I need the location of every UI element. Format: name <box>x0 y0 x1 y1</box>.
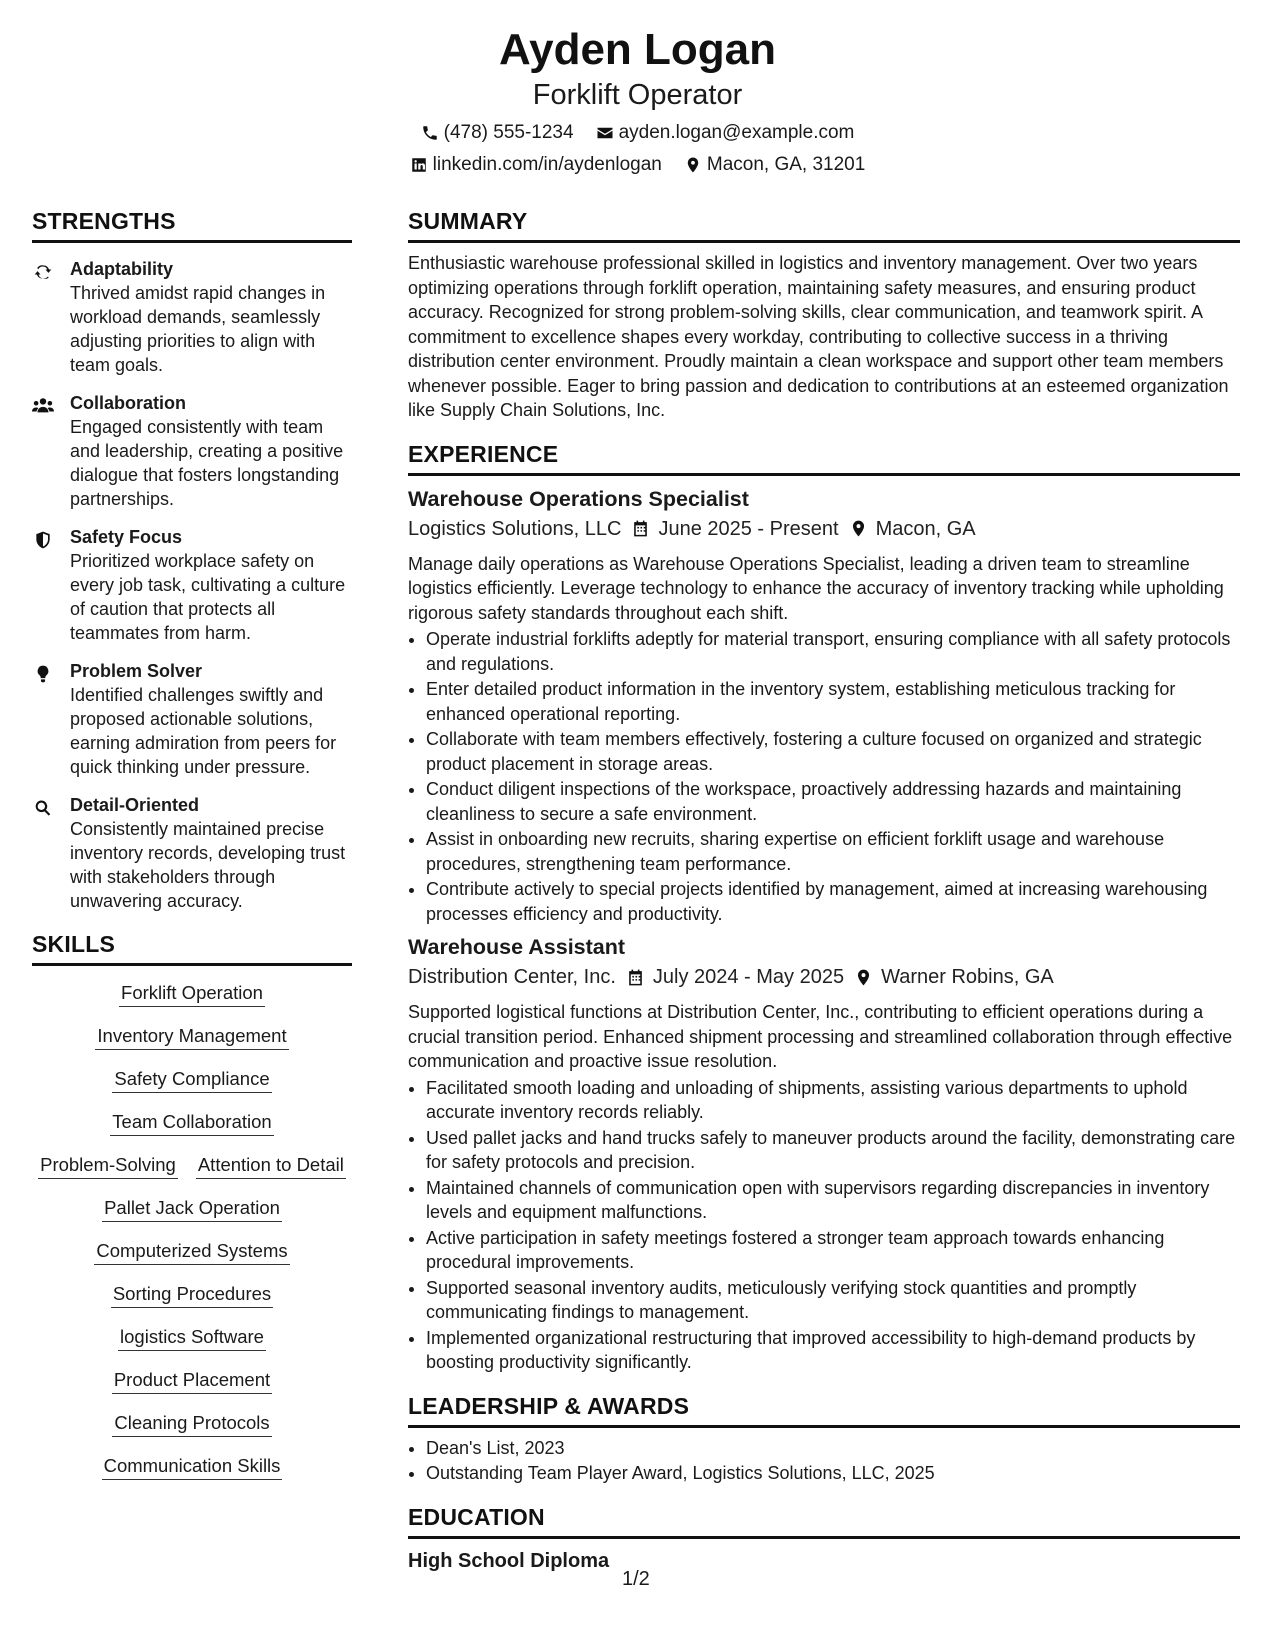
job-dates-wrap <box>626 962 844 992</box>
calendar-icon <box>626 968 645 987</box>
list-item: • Facilitated smooth loading and unloading of shipments, assisting various departments to uphold accurate inventory records reliably. <box>426 1076 1240 1125</box>
strength-description: Engaged consistently with team and leadership, creating a positive dialogue that fosters longstanding partnerships. <box>70 417 344 509</box>
page-number: 1/2 <box>622 1568 650 1590</box>
strengths-heading: STRENGTHS <box>32 204 352 243</box>
job-company: Distribution Center, Inc. <box>408 966 616 988</box>
list-item: • Enter detailed product information in the inventory system, establishing meticulous tracking for enhanced operational reporting. <box>426 677 1240 726</box>
linkedin-icon <box>410 156 428 174</box>
job-description: Manage daily operations as Warehouse Operations Specialist, leading a driven team to streamline logistics efficiently. Leverage technology to enhance the accuracy of inventory tracking while upholding rigorous safety standards throughout each shift. <box>408 553 1224 623</box>
location-contact <box>684 150 865 180</box>
education-heading: EDUCATION <box>408 1500 1240 1539</box>
job-entry <box>408 932 1240 1375</box>
contact-row-2 <box>0 150 1275 180</box>
job-position: Warehouse Assistant <box>408 935 626 959</box>
list-item: • Supported seasonal inventory audits, meticulously verifying stock quantities and promptly communicating findings to management. <box>426 1276 1240 1325</box>
search-icon <box>32 798 54 818</box>
skill-tag: Problem-Solving <box>38 1152 178 1179</box>
resume-header <box>0 22 1275 180</box>
list-item: • Implemented organizational restructuring that improved accessibility to high-demand products by boosting productivity significantly. <box>426 1326 1240 1375</box>
linkedin-contact[interactable] <box>410 150 662 180</box>
lightbulb-icon <box>32 664 54 684</box>
awards-list <box>408 1436 1240 1486</box>
job-meta <box>408 514 1240 544</box>
strength-item <box>32 257 352 377</box>
skill-tag: Team Collaboration <box>110 1109 273 1136</box>
job-position: Warehouse Operations Specialist <box>408 486 749 511</box>
strengths-list <box>32 257 352 913</box>
envelope-icon <box>596 124 614 142</box>
skills-list <box>32 980 352 1480</box>
education-degree: High School Diploma <box>408 1549 610 1572</box>
calendar-icon <box>631 519 650 538</box>
job-location: Warner Robins, GA <box>881 966 1054 988</box>
skill-tag: Sorting Procedures <box>111 1281 273 1308</box>
strength-item <box>32 525 352 645</box>
awards-heading: LEADERSHIP & AWARDS <box>408 1389 1240 1428</box>
job-location: Macon, GA <box>875 517 976 540</box>
strength-title: Safety Focus <box>70 527 183 547</box>
shield-icon <box>32 530 54 550</box>
skill-tag: Safety Compliance <box>112 1066 271 1093</box>
right-column <box>408 204 1240 1575</box>
list-item: • Outstanding Team Player Award, Logistics Solutions, LLC, 2025 <box>426 1461 1240 1486</box>
skill-tag: Cleaning Protocols <box>112 1410 271 1437</box>
list-item: • Collaborate with team members effectively, fostering a culture focused on organized and strategic product placement in storage areas. <box>426 727 1240 776</box>
experience-heading: EXPERIENCE <box>408 437 1240 476</box>
job-meta <box>408 962 1240 992</box>
job-dates: July 2024 - May 2025 <box>652 966 845 988</box>
email-text: ayden.logan@example.com <box>618 122 855 143</box>
job-bullets <box>408 627 1240 926</box>
map-pin-icon <box>854 968 873 987</box>
summary-text: Enthusiastic warehouse professional skilled in logistics and inventory management. Over two years optimizing operations through forklift operation, maintaining safety measures, and ensuring product accuracy. Recognized for strong problem-solving skills, clear communication, and teamwork spirit. A commitment to excellence shapes every workday, contributing to collective success in a thriving distribution center environment. Proudly maintain a clean workspace and support other team members whenever possible. Eager to bring passion and dedication to contributions at an esteemed organization like Supply Chain Solutions, Inc. <box>408 253 1229 420</box>
list-item: • Active participation in safety meetings fostered a stronger team approach towards enhancing procedural improvements. <box>426 1226 1240 1275</box>
strength-description: Consistently maintained precise inventory records, developing trust with stakeholders through unwavering accuracy. <box>70 819 346 911</box>
skill-tag: Forklift Operation <box>119 980 265 1007</box>
list-item: • Operate industrial forklifts adeptly for material transport, ensuring compliance with all safety protocols and regulations. <box>426 627 1240 676</box>
strength-title: Problem Solver <box>70 661 203 681</box>
map-pin-icon <box>684 156 702 174</box>
skill-tag: Pallet Jack Operation <box>102 1195 282 1222</box>
skill-tag: Attention to Detail <box>196 1152 346 1179</box>
phone-text: (478) 555-1234 <box>443 122 574 143</box>
job-entry <box>408 484 1240 927</box>
map-pin-icon <box>849 519 868 538</box>
skills-heading: SKILLS <box>32 927 352 966</box>
job-location-wrap <box>849 514 976 544</box>
summary-heading: SUMMARY <box>408 204 1240 243</box>
candidate-name: Ayden Logan <box>498 25 777 74</box>
job-description: Supported logistical functions at Distribution Center, Inc., contributing to efficient operations during a crucial transition period. Enhanced shipment processing and streamlined collaboration through effective communication and proactive issue resolution. <box>408 1002 1233 1071</box>
job-location-wrap <box>854 962 1054 992</box>
job-dates: June 2025 - Present <box>658 517 839 540</box>
skill-tag: Inventory Management <box>95 1023 288 1050</box>
strength-item <box>32 391 352 511</box>
strength-title: Adaptability <box>70 259 174 279</box>
list-item: • Used pallet jacks and hand trucks safely to maneuver products around the facility, demonstrating care for safety protocols and precision. <box>426 1126 1240 1175</box>
strength-description: Thrived amidst rapid changes in workload demands, seamlessly adjusting priorities to align with team goals. <box>70 283 326 375</box>
job-bullets <box>408 1076 1240 1375</box>
skill-tag: Communication Skills <box>102 1453 283 1480</box>
contact-row-1 <box>0 118 1275 148</box>
phone-contact <box>421 118 574 148</box>
sync-icon <box>32 262 54 282</box>
list-item: • Maintained channels of communication open with supervisors regarding discrepancies in inventory levels and equipment malfunctions. <box>426 1176 1240 1225</box>
email-contact[interactable] <box>596 118 855 148</box>
list-item: • Assist in onboarding new recruits, sharing expertise on efficient forklift usage and warehouse procedures, strengthening team performance. <box>426 827 1240 876</box>
strength-title: Collaboration <box>70 393 186 413</box>
left-column <box>32 204 352 1496</box>
users-icon <box>32 396 54 416</box>
strength-item <box>32 793 352 913</box>
skill-tag: Computerized Systems <box>94 1238 289 1265</box>
list-item: • Contribute actively to special projects identified by management, aimed at increasing warehousing processes efficiency and productivity. <box>426 877 1240 926</box>
list-item: • Conduct diligent inspections of the workspace, proactively addressing hazards and maintaining cleanliness to secure a safe environment. <box>426 777 1240 826</box>
strength-item <box>32 659 352 779</box>
list-item: • Dean's List, 2023 <box>426 1436 1240 1461</box>
job-company: Logistics Solutions, LLC <box>408 517 622 540</box>
linkedin-text: linkedin.com/in/aydenlogan <box>432 154 662 175</box>
location-text: Macon, GA, 31201 <box>706 154 866 175</box>
strength-description: Identified challenges swiftly and proposed actionable solutions, earning admiration from peers for quick thinking under pressure. <box>70 685 337 777</box>
job-title: Forklift Operator <box>532 79 743 111</box>
strength-description: Prioritized workplace safety on every job task, cultivating a culture of caution that protects all teammates from harm. <box>70 551 346 643</box>
strength-title: Detail-Oriented <box>70 795 200 815</box>
skill-tag: logistics Software <box>118 1324 266 1351</box>
job-dates-wrap <box>631 514 838 544</box>
phone-icon <box>421 124 439 142</box>
skill-tag: Product Placement <box>112 1367 272 1394</box>
